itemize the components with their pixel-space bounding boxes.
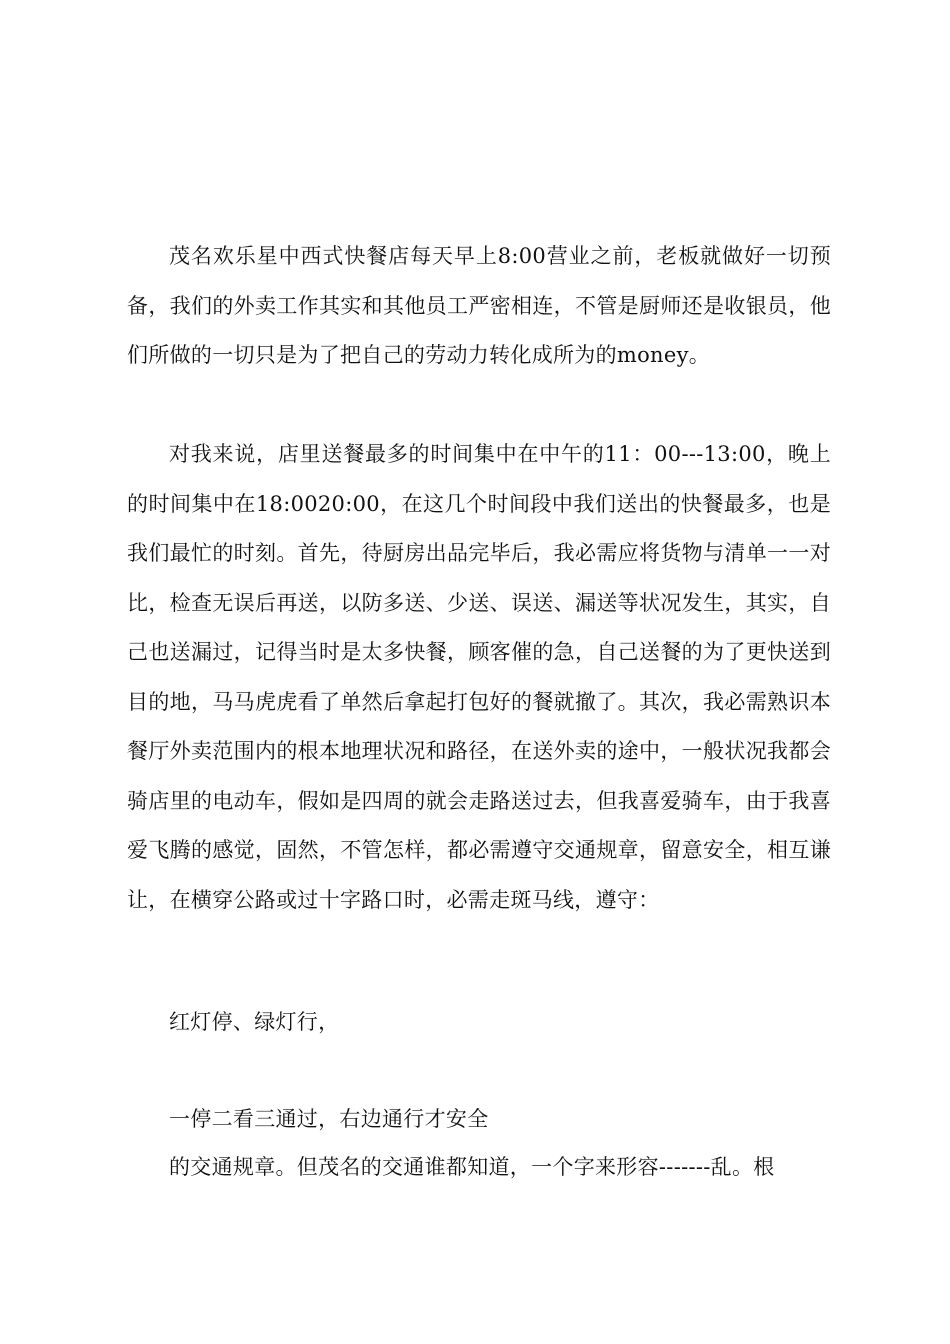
paragraph-traffic-rule-1: 红灯停、绿灯行， <box>169 1010 340 1034</box>
paragraph-traffic-rule-2: 一停二看三通过，右边通行才安全 <box>169 1107 489 1131</box>
paragraph-delivery-work: 对我来说，店里送餐最多的时间集中在中午的11：00---13:00，晚上的时间集中在18:0020:00，在这几个时间段中我们送出的快餐最多，也是我们最忙的时刻。首先，待厨房出品完毕后，我必需应将货物与清单一一对比，检查无误后再送，以防多送、少送、误送、漏送等状况发生，其实，自己也送漏过，记得当时是太多快餐，顾客催的急，自己送餐的为了更快送到目的地，马马虎虎看了单然后拿起打包好的餐就撤了。其次，我必需熟识本餐厅外卖范围内的根本地理状况和路径，在送外卖的途中，一般状况我都会骑店里的电动车，假如是四周的就会走路送过去，但我喜爱骑车，由于我喜爱飞腾的感觉，固然，不管怎样，都必需遵守交通规章，留意安全，相互谦让，在横穿公路或过十字路口时，必需走斑马线，遵守： <box>127 442 831 912</box>
paragraph-traffic-conclusion: 的交通规章。但茂名的交通谁都知道，一个字来形容-------乱。根 <box>169 1155 775 1179</box>
paragraph-opening-hours: 茂名欢乐星中西式快餐店每天早上8:00营业之前，老板就做好一切预备，我们的外卖工作其实和其他员工严密相连，不管是厨师还是收银员，他们所做的一切只是为了把自己的劳动力转化成所为的money。 <box>127 244 831 367</box>
